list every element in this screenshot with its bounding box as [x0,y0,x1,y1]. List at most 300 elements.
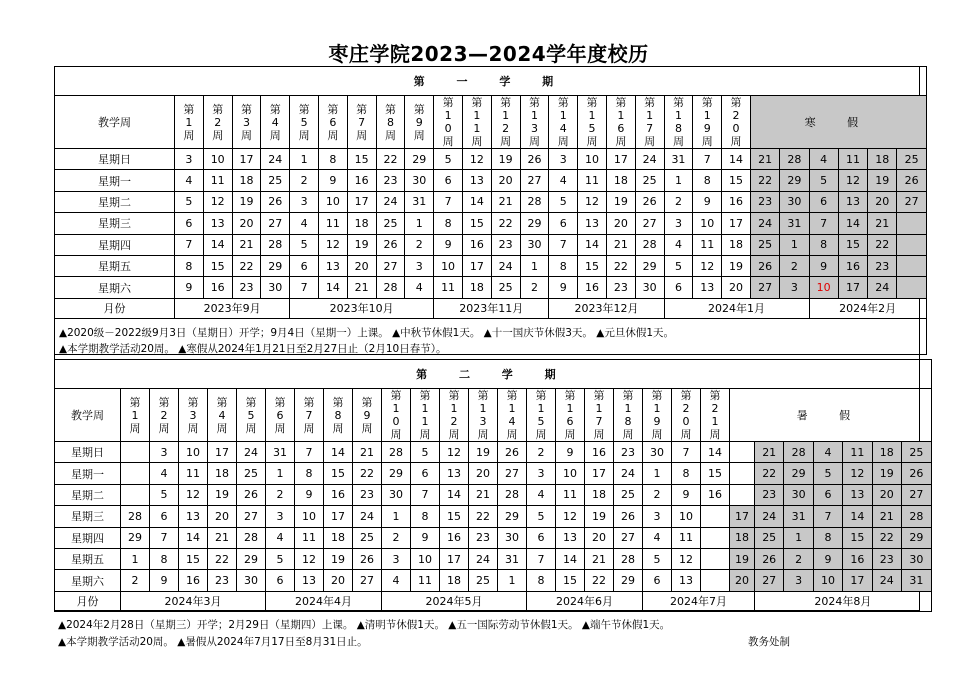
date-cell: 12 [693,255,722,276]
date-cell: 20 [469,463,498,484]
vacation-date-cell: 9 [809,255,838,276]
date-cell: 20 [606,213,635,234]
date-cell: 25 [614,484,643,505]
date-cell: 7 [295,442,324,463]
date-cell: 11 [672,527,701,548]
date-cell: 14 [701,442,730,463]
month-cell: 2023年12月 [549,298,664,318]
date-cell: 9 [434,234,463,255]
date-cell: 24 [237,442,266,463]
date-cell: 12 [672,548,701,569]
vacation-date-cell: 10 [809,277,838,298]
date-cell: 21 [491,191,520,212]
vacation-date-cell: 17 [843,570,872,591]
date-cell: 27 [635,213,664,234]
month-cell: 2024年1月 [664,298,809,318]
date-cell: 11 [203,170,232,191]
date-cell: 9 [549,277,578,298]
date-cell: 20 [232,213,261,234]
date-cell: 25 [237,463,266,484]
date-cell: 15 [203,255,232,276]
vacation-date-cell: 31 [780,213,809,234]
vacation-date-cell: 14 [843,506,872,527]
date-cell: 4 [175,170,204,191]
date-cell: 30 [643,442,672,463]
date-cell: 6 [643,570,672,591]
date-cell: 19 [347,234,376,255]
table-row [55,527,932,548]
day-label: 星期日 [55,149,175,170]
date-cell: 30 [520,234,549,255]
vacation-date-cell: 18 [868,149,897,170]
day-label: 星期四 [55,234,175,255]
date-cell: 20 [722,277,751,298]
vacation-date-cell: 25 [901,442,931,463]
date-cell: 6 [527,527,556,548]
week-number: 第 1 9 周 [693,96,722,149]
week-number: 第 8 周 [324,389,353,442]
table-row [55,234,927,255]
date-cell [121,484,150,505]
semester-1-table [54,66,927,355]
date-cell: 17 [606,149,635,170]
date-cell: 3 [382,548,411,569]
date-cell: 2 [405,234,434,255]
week-number: 第 6 周 [318,96,347,149]
date-cell: 8 [175,255,204,276]
vacation-date-cell: 21 [755,442,784,463]
table-row [55,548,932,569]
vacation-date-cell: 25 [897,149,926,170]
date-cell: 24 [469,548,498,569]
date-cell: 6 [150,506,179,527]
date-cell: 15 [179,548,208,569]
week-number: 第 1 0 周 [434,96,463,149]
month-cell: 2024年7月 [643,591,755,611]
date-cell: 18 [730,527,755,548]
date-cell: 27 [353,570,382,591]
date-cell: 7 [549,234,578,255]
date-cell: 2 [664,191,693,212]
date-cell: 4 [643,527,672,548]
vacation-date-cell: 18 [872,442,901,463]
date-cell: 7 [411,484,440,505]
date-cell: 6 [266,570,295,591]
date-cell: 27 [261,213,290,234]
vacation-date-cell: 21 [872,506,901,527]
date-cell: 10 [693,213,722,234]
date-cell: 9 [411,527,440,548]
week-number: 第 1 0 周 [382,389,411,442]
date-cell: 17 [722,213,751,234]
date-cell: 24 [614,463,643,484]
date-cell: 28 [520,191,549,212]
week-number: 第 5 周 [237,389,266,442]
vacation-date-cell [897,255,926,276]
date-cell: 13 [693,277,722,298]
vacation-date-cell: 2 [784,548,813,569]
date-cell: 4 [527,484,556,505]
date-cell: 28 [121,506,150,527]
date-cell: 3 [175,149,204,170]
table-row [55,442,932,463]
date-cell: 15 [462,213,491,234]
date-cell: 6 [549,213,578,234]
date-cell: 20 [491,170,520,191]
date-cell: 9 [175,277,204,298]
date-cell: 12 [295,548,324,569]
date-cell: 1 [664,170,693,191]
date-cell: 19 [722,255,751,276]
date-cell: 25 [469,570,498,591]
vacation-date-cell: 14 [838,213,867,234]
vacation-date-cell: 23 [755,484,784,505]
date-cell: 4 [405,277,434,298]
date-cell: 26 [614,506,643,527]
date-cell: 28 [498,484,527,505]
day-label: 星期五 [55,255,175,276]
date-cell: 7 [693,149,722,170]
date-cell: 6 [664,277,693,298]
date-cell [121,463,150,484]
date-cell [730,463,755,484]
date-cell: 17 [208,442,237,463]
vacation-date-cell: 20 [868,191,897,212]
date-cell: 15 [440,506,469,527]
date-cell: 10 [578,149,607,170]
vacation-date-cell: 24 [868,277,897,298]
day-label: 星期日 [55,442,121,463]
day-label: 星期六 [55,570,121,591]
day-label: 星期二 [55,484,121,505]
date-cell: 8 [318,149,347,170]
week-number: 第 3 周 [179,389,208,442]
date-cell: 20 [324,570,353,591]
date-cell: 19 [208,484,237,505]
vacation-date-cell: 26 [750,255,779,276]
date-cell: 8 [411,506,440,527]
date-cell: 3 [549,149,578,170]
vacation-date-cell: 23 [872,548,901,569]
week-number: 第 1 5 周 [578,96,607,149]
date-cell: 9 [295,484,324,505]
date-cell: 31 [664,149,693,170]
vacation-date-cell: 9 [813,548,842,569]
vacation-date-cell: 31 [901,570,931,591]
vacation-date-cell: 16 [838,255,867,276]
date-cell: 11 [434,277,463,298]
date-cell: 16 [440,527,469,548]
date-cell: 28 [376,277,405,298]
vacation-date-cell: 5 [809,170,838,191]
day-label: 星期三 [55,506,121,527]
date-cell: 7 [150,527,179,548]
vacation-date-cell: 30 [780,191,809,212]
week-number: 第 2 周 [150,389,179,442]
semester-2-note-1: ▲2024年2月28日（星期三）开学；2月29日（星期四）上课。 ▲清明节休假1天。 ▲五一国际劳动节休假1天。 ▲端午节休假1天。 [58,619,671,631]
vacation-date-cell: 17 [838,277,867,298]
date-cell: 19 [491,149,520,170]
date-cell: 28 [382,442,411,463]
date-cell [730,442,755,463]
date-cell: 24 [353,506,382,527]
date-cell: 19 [469,442,498,463]
semester-header: 第 二 学 期 [55,360,932,389]
calendar-frame [54,66,924,611]
date-cell: 4 [290,213,319,234]
vacation-date-cell: 21 [868,213,897,234]
date-cell: 20 [347,255,376,276]
date-cell: 17 [730,506,755,527]
vacation-date-cell: 22 [755,463,784,484]
date-cell: 30 [405,170,434,191]
date-cell: 3 [266,506,295,527]
date-cell: 31 [498,548,527,569]
date-cell: 18 [462,277,491,298]
date-cell: 2 [121,570,150,591]
week-number: 第 1 2 周 [491,96,520,149]
vacation-date-cell: 26 [897,170,926,191]
vacation-date-cell: 29 [784,463,813,484]
week-number: 第 6 周 [266,389,295,442]
date-cell: 17 [585,463,614,484]
week-number: 第 1 周 [121,389,150,442]
week-number: 第 1 7 周 [635,96,664,149]
date-cell: 30 [237,570,266,591]
date-cell: 13 [462,170,491,191]
semester-1-note-1: ▲2020级－2022级9月3日（星期日）开学；9月4日（星期一）上课。 ▲中秋节休假1天。 ▲十一国庆节休假3天。 ▲元旦休假1天。 [59,327,675,339]
date-cell: 11 [179,463,208,484]
date-cell: 5 [411,442,440,463]
vacation-date-cell: 13 [838,191,867,212]
vacation-date-cell: 24 [872,570,901,591]
month-cell: 2023年9月 [175,298,290,318]
date-cell: 12 [462,149,491,170]
week-number: 第 1 5 周 [527,389,556,442]
date-cell: 29 [520,213,549,234]
date-cell: 10 [556,463,585,484]
date-cell: 22 [208,548,237,569]
date-cell [701,570,730,591]
vacation-date-cell [897,277,926,298]
date-cell: 25 [376,213,405,234]
week-number: 第 1 6 周 [556,389,585,442]
date-cell: 29 [635,255,664,276]
date-cell: 8 [295,463,324,484]
date-cell: 10 [179,442,208,463]
date-cell: 25 [491,277,520,298]
date-cell: 27 [237,506,266,527]
date-cell: 13 [318,255,347,276]
vacation-date-cell: 26 [901,463,931,484]
vacation-date-cell: 30 [784,484,813,505]
date-cell: 16 [701,484,730,505]
date-cell [701,527,730,548]
week-number: 第 2 0 周 [722,96,751,149]
date-cell: 29 [498,506,527,527]
table-row [55,277,927,298]
day-label: 星期二 [55,191,175,212]
date-cell: 13 [578,213,607,234]
date-cell: 16 [722,191,751,212]
date-cell: 5 [664,255,693,276]
date-cell: 1 [382,506,411,527]
date-cell: 19 [585,506,614,527]
week-number: 第 9 周 [405,96,434,149]
date-cell: 29 [405,149,434,170]
date-cell: 30 [382,484,411,505]
date-cell: 14 [318,277,347,298]
vacation-date-cell: 8 [809,234,838,255]
vacation-date-cell: 6 [813,484,842,505]
table-row [55,255,927,276]
date-cell: 7 [672,442,701,463]
date-cell: 5 [434,149,463,170]
day-label: 星期一 [55,170,175,191]
vacation-date-cell [897,213,926,234]
date-cell: 13 [179,506,208,527]
date-cell: 18 [324,527,353,548]
vacation-date-cell: 4 [813,442,842,463]
vacation-label: 暑 假 [730,389,932,442]
week-number: 第 4 周 [208,389,237,442]
week-number: 第 1 6 周 [606,96,635,149]
week-number: 第 1 周 [175,96,204,149]
vacation-date-cell: 10 [813,570,842,591]
vacation-date-cell: 24 [755,506,784,527]
date-cell: 21 [347,277,376,298]
week-number: 第 1 1 周 [462,96,491,149]
vacation-date-cell: 19 [868,170,897,191]
vacation-date-cell: 25 [755,527,784,548]
vacation-date-cell [897,234,926,255]
date-cell: 2 [266,484,295,505]
date-cell: 30 [261,277,290,298]
date-cell: 2 [643,484,672,505]
date-cell: 18 [347,213,376,234]
date-cell: 12 [318,234,347,255]
date-cell: 23 [614,442,643,463]
vacation-date-cell: 7 [813,506,842,527]
date-cell: 7 [527,548,556,569]
date-cell: 8 [434,213,463,234]
date-cell: 8 [527,570,556,591]
date-cell: 12 [203,191,232,212]
week-number: 第 1 3 周 [469,389,498,442]
date-cell: 9 [318,170,347,191]
date-cell: 29 [614,570,643,591]
vacation-date-cell: 13 [843,484,872,505]
date-cell: 13 [295,570,324,591]
date-cell: 16 [179,570,208,591]
table-row [55,570,932,591]
date-cell: 11 [693,234,722,255]
month-cell: 2023年10月 [290,298,434,318]
week-number: 第 7 周 [295,389,324,442]
date-cell: 4 [664,234,693,255]
date-cell: 1 [121,548,150,569]
day-label: 星期六 [55,277,175,298]
date-cell: 1 [498,570,527,591]
day-label: 星期五 [55,548,121,569]
date-cell: 24 [376,191,405,212]
date-cell: 3 [664,213,693,234]
date-cell: 14 [324,442,353,463]
week-number: 第 8 周 [376,96,405,149]
vacation-date-cell: 22 [872,527,901,548]
date-cell: 15 [722,170,751,191]
date-cell: 21 [469,484,498,505]
date-cell: 22 [232,255,261,276]
date-cell: 1 [405,213,434,234]
date-cell: 18 [722,234,751,255]
vacation-date-cell: 5 [813,463,842,484]
date-cell: 17 [324,506,353,527]
date-cell: 3 [150,442,179,463]
vacation-date-cell: 7 [809,213,838,234]
date-cell: 17 [440,548,469,569]
date-cell: 27 [614,527,643,548]
date-cell: 13 [203,213,232,234]
vacation-date-cell: 27 [901,484,931,505]
date-cell: 4 [266,527,295,548]
date-cell: 26 [261,191,290,212]
date-cell: 3 [405,255,434,276]
date-cell: 22 [585,570,614,591]
date-cell: 25 [353,527,382,548]
date-cell: 9 [556,442,585,463]
vacation-date-cell: 12 [843,463,872,484]
vacation-date-cell: 27 [897,191,926,212]
day-label: 星期一 [55,463,121,484]
table-row [55,213,927,234]
vacation-date-cell: 22 [868,234,897,255]
date-cell: 3 [527,463,556,484]
vacation-date-cell: 11 [838,149,867,170]
date-cell: 5 [290,234,319,255]
day-label: 星期四 [55,527,121,548]
date-cell: 23 [376,170,405,191]
date-cell: 18 [606,170,635,191]
date-cell: 22 [469,506,498,527]
date-cell: 16 [462,234,491,255]
date-cell: 18 [208,463,237,484]
date-cell: 5 [549,191,578,212]
week-number: 第 2 0 周 [672,389,701,442]
month-cell: 2024年6月 [527,591,643,611]
date-cell: 16 [203,277,232,298]
date-cell: 13 [556,527,585,548]
table-row [55,484,932,505]
date-cell: 17 [462,255,491,276]
date-cell: 20 [585,527,614,548]
vacation-date-cell: 20 [872,484,901,505]
vacation-date-cell: 16 [843,548,872,569]
week-number: 第 1 2 周 [440,389,469,442]
table-row [55,191,927,212]
vacation-date-cell: 31 [784,506,813,527]
vacation-date-cell: 2 [780,255,809,276]
vacation-date-cell: 29 [901,527,931,548]
date-cell: 11 [556,484,585,505]
vacation-date-cell: 15 [843,527,872,548]
date-cell: 4 [549,170,578,191]
table-row [55,463,932,484]
date-cell: 2 [382,527,411,548]
vacation-date-cell: 12 [838,170,867,191]
month-cell: 2024年3月 [121,591,266,611]
date-cell: 2 [290,170,319,191]
